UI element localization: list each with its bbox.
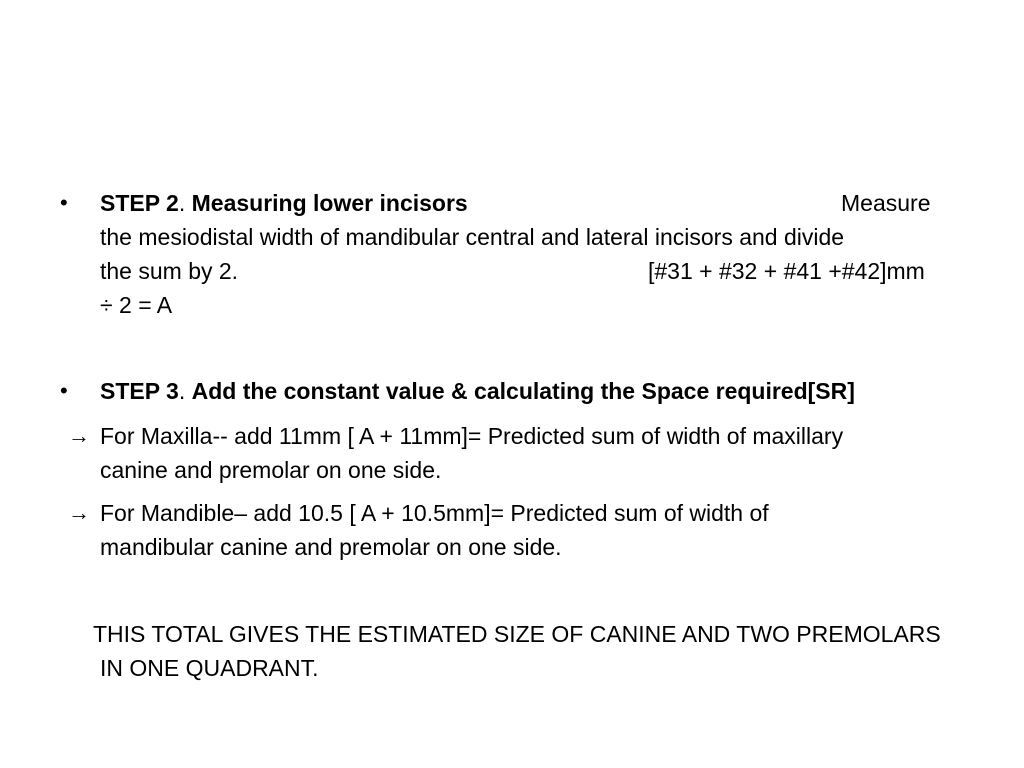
mandible-line2: mandibular canine and premolar on one side. bbox=[100, 534, 562, 560]
step3-bullet: • bbox=[60, 378, 68, 403]
maxilla-line2: canine and premolar on one side. bbox=[100, 457, 442, 483]
maxilla-arrow: → bbox=[68, 423, 90, 448]
mandible-line1: For Mandible– add 10.5 [ A + 10.5mm]= Predicted sum of width of bbox=[100, 500, 769, 526]
step2-line4: ÷ 2 = A bbox=[100, 292, 173, 318]
step3-label: STEP 3 bbox=[100, 378, 179, 404]
step2-line2: the mesiodistal width of mandibular central and lateral incisors and divide bbox=[100, 224, 845, 250]
step3-heading bbox=[100, 374, 855, 408]
step2-title: Measuring lower incisors bbox=[191, 190, 468, 216]
step2-label-sep: . bbox=[178, 190, 186, 216]
summary-line1: THIS TOTAL GIVES THE ESTIMATED SIZE OF CANINE AND TWO PREMOLARS bbox=[93, 621, 941, 647]
maxilla-line1: For Maxilla-- add 11mm [ A + 11mm]= Predicted sum of width of maxillary bbox=[100, 423, 844, 449]
step3-title: Add the constant value & calculating the Space required[SR] bbox=[191, 378, 855, 404]
step2-line3-left: the sum by 2. bbox=[100, 258, 239, 284]
mandible-arrow: → bbox=[68, 500, 90, 525]
step2-label: STEP 2 bbox=[100, 190, 179, 216]
step2-measure: Measure bbox=[841, 190, 931, 216]
summary-line2: IN ONE QUADRANT. bbox=[100, 655, 319, 681]
step3-label-sep: . bbox=[178, 378, 186, 404]
step2-bullet: • bbox=[60, 190, 68, 215]
step2-formula: [#31 + #32 + #41 +#42]mm bbox=[648, 258, 925, 284]
step2-heading bbox=[100, 186, 468, 220]
